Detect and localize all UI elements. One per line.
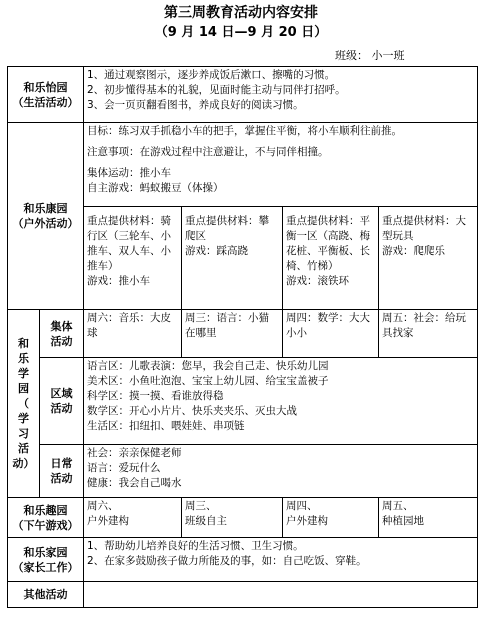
area-item: 语言区：儿歌表演：您早，我会自己走、快乐幼儿园	[87, 360, 329, 372]
learning-header-char: 和	[18, 337, 29, 350]
schedule-table	[7, 66, 478, 608]
learning-header-char: 活	[18, 442, 29, 455]
afternoon-cell	[182, 498, 283, 538]
material-text: 重点提供材料：骑行区（三轮车、小推车、双人车、小推车）	[87, 215, 171, 272]
collective-text: 周五：社会：给玩具找家	[382, 312, 466, 339]
area-item: 科学区：摸一摸、看谁放得稳	[87, 390, 224, 402]
afternoon-row	[8, 498, 478, 538]
area-content	[84, 358, 478, 445]
afternoon-cell	[283, 498, 379, 538]
life-content	[84, 67, 478, 123]
life-item: 2、初步懂得基本的礼貌，见面时能主动与同伴打招呼。	[87, 84, 346, 96]
daily-content	[84, 445, 478, 498]
afternoon-day: 周五、	[382, 500, 414, 512]
material-game: 游戏：推小车	[87, 275, 150, 287]
afternoon-activity: 户外建构	[286, 515, 328, 527]
life-item: 3、会一页页翻看图书，养成良好的阅读习惯。	[87, 99, 304, 111]
learning-header-char: 园	[18, 382, 29, 395]
family-header	[8, 538, 84, 582]
collective-label	[40, 310, 84, 358]
date-range: （9 月 14 日—9 月 20 日）	[154, 25, 328, 40]
outdoor-content	[84, 123, 478, 207]
learning-daily-row	[8, 445, 478, 498]
material-text: 重点提供材料：平衡一区（高跷、梅花桩、平衡板、长椅、竹梯）	[286, 215, 370, 272]
daily-item: 语言：爱玩什么	[87, 462, 161, 474]
afternoon-day: 周六、	[87, 500, 119, 512]
family-item: 2、在家多鼓励孩子做力所能及的事，如：自己吃饭、穿鞋。	[87, 555, 367, 567]
area-label	[40, 358, 84, 445]
daily-item: 社会：亲亲保健老师	[87, 447, 182, 459]
area-item: 数学区：开心小片片、快乐夹夹乐、灭虫大战	[87, 405, 297, 417]
life-item: 1、通过观察图示，逐步养成饭后漱口、擦嘴的习惯。	[87, 69, 336, 81]
learning-area-row	[8, 358, 478, 445]
outdoor-header-line2: （户外活动）	[12, 217, 79, 230]
material-text: 重点提供材料：大型玩具	[382, 215, 466, 242]
material-game: 游戏：踩高跷	[185, 245, 248, 257]
material-cell	[84, 207, 182, 310]
afternoon-activity: 户外建构	[87, 515, 129, 527]
other-row	[8, 582, 478, 608]
material-cell	[182, 207, 283, 310]
life-header	[8, 67, 84, 123]
family-header-line1: 和乐家园	[23, 545, 68, 559]
afternoon-day: 周三、	[185, 500, 217, 512]
afternoon-activity: 班级自主	[185, 515, 227, 527]
learning-header-char: 动）	[12, 457, 35, 470]
learning-header-char: 学	[18, 412, 29, 425]
material-game: 游戏：滚铁环	[286, 275, 349, 287]
daily-label-line2: 活动	[50, 472, 73, 485]
collective-cell	[283, 310, 379, 358]
collective-label-line2: 活动	[50, 334, 73, 348]
learning-header	[8, 310, 40, 498]
daily-item: 健康：我会自己喝水	[87, 477, 182, 489]
material-game: 游戏：爬爬乐	[382, 245, 445, 257]
collective-text: 周四：数学：大大小小	[286, 312, 370, 339]
other-content	[84, 582, 478, 608]
life-header-line1: 和乐怡园	[23, 80, 68, 94]
other-header: 其他活动	[8, 582, 84, 608]
outdoor-note: 注意事项：在游戏过程中注意避让，不与同伴相撞。	[87, 146, 329, 158]
afternoon-cell	[379, 498, 478, 538]
outdoor-header	[8, 123, 84, 310]
learning-header-char: 习	[18, 427, 29, 440]
afternoon-header	[8, 498, 84, 538]
learning-header-char: （	[18, 397, 29, 410]
material-cell	[379, 207, 478, 310]
class-label: 班级： 小一班	[335, 49, 405, 62]
family-row	[8, 538, 478, 582]
outdoor-header-line1: 和乐康园	[23, 202, 68, 215]
collective-text: 周六：音乐：大皮球	[87, 312, 171, 339]
daily-label	[40, 445, 84, 498]
outdoor-goal: 目标：练习双手抓稳小车的把手，掌握住平衡，将小车顺利往前推。	[87, 125, 402, 137]
collective-cell	[84, 310, 182, 358]
area-label-line1: 区域	[50, 387, 73, 400]
collective-cell	[182, 310, 283, 358]
area-item: 生活区：扣纽扣、喂娃娃、串项链	[87, 420, 245, 432]
learning-collective-row	[8, 310, 478, 358]
collective-cell	[379, 310, 478, 358]
area-label-line2: 活动	[50, 402, 73, 415]
afternoon-cell	[84, 498, 182, 538]
learning-header-char: 乐	[18, 352, 29, 365]
learning-header-char: 学	[18, 367, 29, 380]
outdoor-free: 自主游戏：蚂蚁搬豆（体操）	[87, 182, 224, 194]
life-row	[8, 67, 478, 123]
material-cell	[283, 207, 379, 310]
collective-text: 周三：语言：小猫在哪里	[185, 312, 269, 339]
page-title: 第三周教育活动内容安排	[164, 5, 318, 21]
daily-label-line1: 日常	[50, 457, 73, 470]
area-item: 美术区：小鱼吐泡泡、宝宝上幼儿园、给宝宝盖被子	[87, 375, 329, 387]
outdoor-row-top	[8, 123, 478, 207]
afternoon-activity: 种植园地	[382, 515, 424, 527]
family-header-line2: （家长工作）	[12, 560, 79, 574]
life-header-line2: （生活活动）	[12, 95, 79, 109]
afternoon-day: 周四、	[286, 500, 318, 512]
collective-label-line1: 集体	[50, 319, 73, 333]
afternoon-header-line1: 和乐趣园	[23, 503, 68, 517]
material-text: 重点提供材料：攀爬区	[185, 215, 269, 242]
outdoor-group: 集体运动：推小车	[87, 167, 171, 179]
family-content	[84, 538, 478, 582]
afternoon-header-line2: （下午游戏）	[12, 518, 79, 532]
family-item: 1、帮助幼儿培养良好的生活习惯、卫生习惯。	[87, 540, 304, 552]
